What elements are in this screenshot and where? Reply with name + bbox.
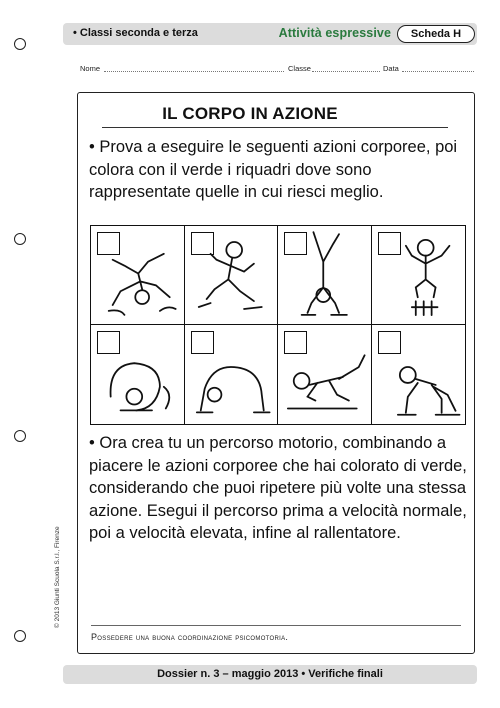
- objective-divider: [91, 625, 461, 626]
- instruction-1: • Prova a eseguire le seguenti azioni corporee, poi colora con il verde i riquadri dove sono rappresentate quelle in cui riesci meglio.: [89, 138, 458, 201]
- worksheet-id-badge: Scheda H: [397, 25, 475, 43]
- cartwheel-icon: [91, 226, 184, 324]
- binder-hole: [14, 430, 26, 442]
- action-cell: [91, 325, 185, 424]
- date-field[interactable]: [402, 71, 474, 72]
- crawling-icon: [278, 325, 371, 424]
- action-cell: [278, 325, 372, 424]
- illustration-grid: [90, 225, 466, 425]
- activity-category: Attività espressive: [278, 26, 391, 40]
- action-cell: [91, 226, 185, 325]
- binder-hole: [14, 38, 26, 50]
- student-info-row: [80, 64, 475, 78]
- action-cell: [372, 226, 466, 325]
- name-label: Nome: [80, 64, 101, 73]
- running-icon: [185, 226, 278, 324]
- learning-objective: Possedere una buona coordinazione psicomotoria.: [91, 632, 289, 642]
- page-title: IL CORPO IN AZIONE: [162, 104, 338, 123]
- crouching-icon: [372, 325, 466, 424]
- action-cell: [185, 325, 279, 424]
- footer-bar: [63, 665, 477, 684]
- class-label: Classe: [288, 64, 311, 73]
- action-cell: [185, 226, 279, 325]
- title-divider: [102, 127, 448, 128]
- forward-roll-icon: [91, 325, 184, 424]
- action-cell: [372, 325, 466, 424]
- class-field[interactable]: [312, 71, 380, 72]
- class-level-label: • Classi seconda e terza: [73, 27, 198, 39]
- binder-hole: [14, 630, 26, 642]
- copyright-notice: © 2013 Giunti Scuola S.r.l., Firenze: [54, 526, 61, 628]
- name-field[interactable]: [104, 71, 284, 72]
- action-cell: [278, 226, 372, 325]
- binder-hole: [14, 233, 26, 245]
- dossier-info: Dossier n. 3 – maggio 2013 • Verifiche finali: [157, 668, 383, 680]
- jumping-icon: [372, 226, 466, 324]
- instruction-2: • Ora crea tu un percorso motorio, combinando a piacere le azioni corporee che hai colorato di verde, considerando che puoi ripetere più volte una stessa azione. Esegui il percorso prima a velocità normale, poi a velocità elevata, infine al rallentatore.: [89, 434, 467, 542]
- header-bar: [63, 23, 477, 45]
- handstand-icon: [278, 226, 371, 324]
- backbend-icon: [185, 325, 278, 424]
- date-label: Data: [383, 64, 399, 73]
